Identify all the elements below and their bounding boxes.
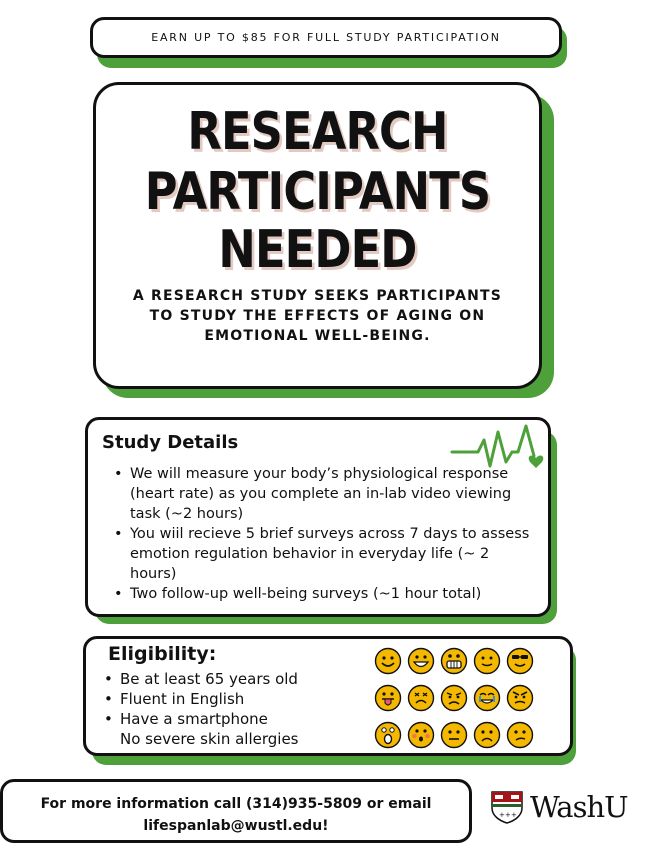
big-grin-face-icon — [440, 647, 468, 679]
eligibility-list — [100, 669, 360, 749]
washu-shield-icon — [490, 790, 524, 824]
washu-logo — [490, 790, 628, 824]
neutral-face-icon — [440, 721, 468, 753]
list-item: • Two follow-up well-being surveys (~1 hour total) — [110, 584, 540, 604]
headline-line-3: NEEDED — [218, 220, 417, 280]
list-item: • We will measure your body’s physiological response (heart rate) as you complete an in-lab video viewing task (~2 hours) — [110, 464, 540, 524]
blushing-face-icon — [407, 721, 435, 753]
compensation-banner — [90, 17, 562, 58]
study-details-list — [110, 464, 540, 604]
svg-text:+: + — [499, 811, 505, 819]
contact-card — [0, 779, 472, 843]
svg-text:+: + — [511, 811, 517, 819]
list-item: • Have a smartphone — [100, 709, 360, 729]
list-item: • Fluent in English — [100, 689, 360, 709]
contact-text — [3, 793, 469, 837]
headline-line-2: PARTICIPANTS — [144, 162, 491, 222]
grin-face-icon — [407, 647, 435, 679]
contact-line-1: For more information call (314)935-5809 or email — [40, 796, 432, 812]
list-item: • Be at least 65 years old — [100, 669, 360, 689]
crying-face-icon — [473, 684, 501, 716]
frown-face-icon — [440, 684, 468, 716]
list-item: No severe skin allergies — [120, 730, 299, 748]
title-card — [93, 82, 542, 389]
eligibility-heading: Eligibility: — [108, 643, 217, 665]
dizzy-face-icon — [407, 684, 435, 716]
headline-line-1: RESEARCH — [187, 102, 448, 162]
cool-face-icon — [506, 647, 534, 679]
smile-face-icon — [374, 647, 402, 679]
study-details-heading: Study Details — [102, 432, 239, 453]
study-details-card — [85, 417, 551, 617]
unsure-face-icon — [506, 721, 534, 753]
banner-text: EARN UP TO $85 FOR FULL STUDY PARTICIPATION — [151, 31, 501, 44]
sad-face-icon — [473, 721, 501, 753]
emoji-grid — [374, 647, 534, 753]
slight-smile-face-icon — [473, 647, 501, 679]
shocked-face-icon — [374, 721, 402, 753]
angry-face-icon — [506, 684, 534, 716]
tongue-face-icon — [374, 684, 402, 716]
svg-text:+: + — [505, 811, 511, 819]
list-item: • You wiil recieve 5 brief surveys across 7 days to assess emotion regulation behavior in everyday life (~ 2 hours) — [110, 524, 540, 584]
washu-logo-text: WashU — [530, 790, 628, 824]
study-subtitle: A RESEARCH STUDY SEEKS PARTICIPANTS TO STUDY THE EFFECTS OF AGING ON EMOTIONAL WELL-BEING. — [132, 288, 503, 344]
contact-email[interactable]: lifespanlab@wustl.edu! — [143, 818, 329, 834]
eligibility-card — [83, 636, 573, 756]
